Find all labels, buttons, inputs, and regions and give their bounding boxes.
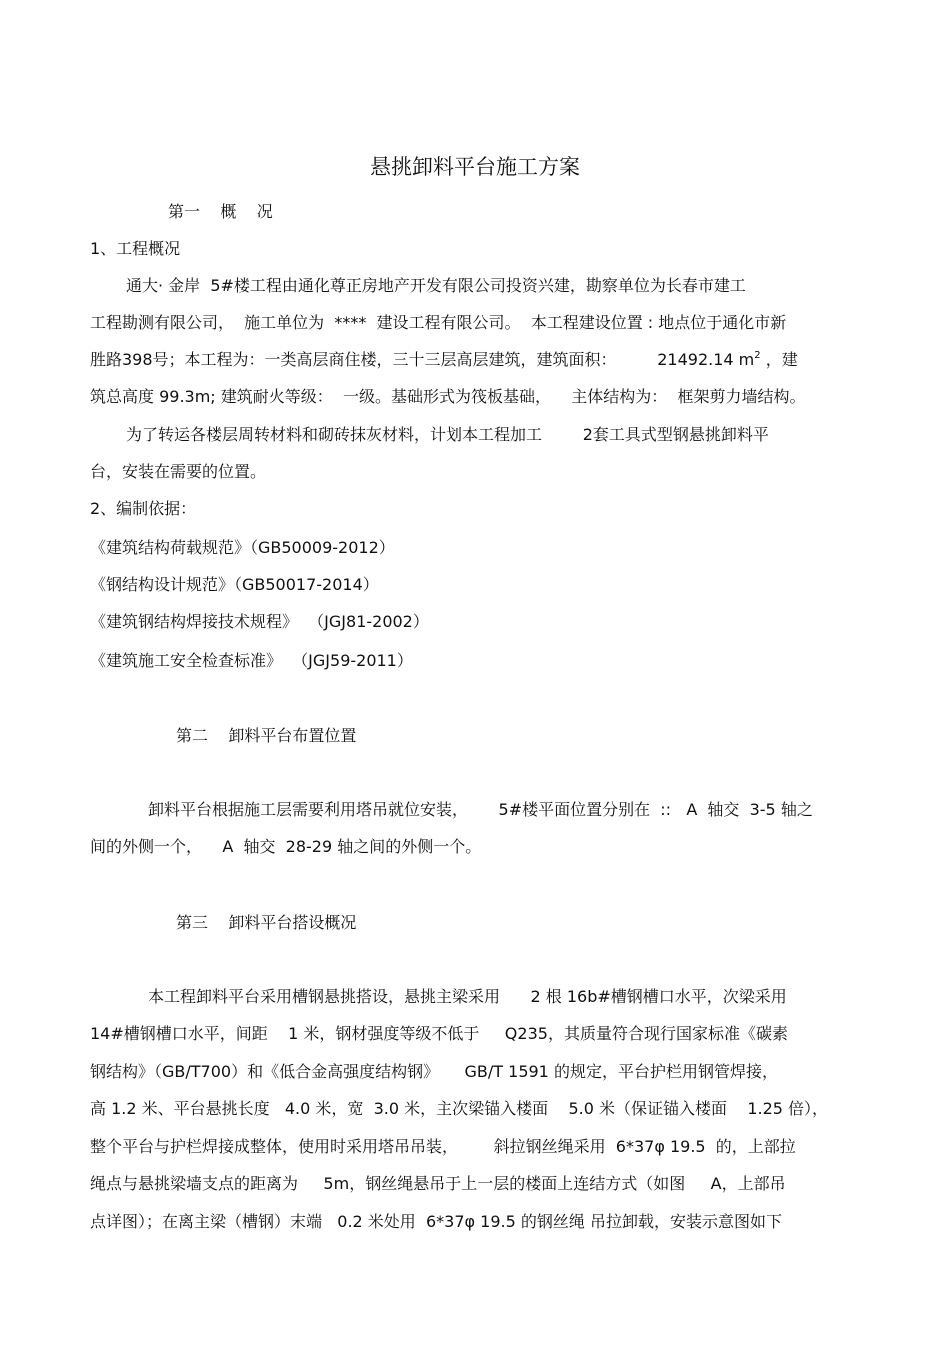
area-unit-superscript: 2 [754, 350, 761, 361]
section1-p1-line1: 通大· 金岸 5#楼工程由通化尊正房地产开发有限公司投资兴建，勘察单位为长春市建工 [126, 276, 746, 295]
section3-line: 点详图）；在离主梁（槽钢）末端 0.2 米处用 6*37φ 19.5 的钢丝绳 吊拉卸载，安装示意图如下 [90, 1212, 782, 1231]
section3-line: 绳点与悬挑梁墙支点的距离为 5m，钢丝绳悬吊于上一层的楼面上连结方式（如图 A，上部吊 [90, 1174, 786, 1193]
section2-p1-line1: 卸料平台根据施工层需要利用塔吊就位安装， 5#楼平面位置分别在 :: A 轴交 3-5 轴之 [148, 800, 813, 819]
section1-heading: 第一 概 况 [168, 202, 273, 221]
section1-p1-line3-a: 胜路398号；本工程为：一类高层商住楼，三十三层高层建筑，建筑面积： 21492.14 m [90, 350, 755, 369]
section3-line: 14#槽钢槽口水平，间距 1 米，钢材强度等级不低于 Q235，其质量符合现行国家标准《碳素 [90, 1024, 788, 1043]
section1-subheading-1: 1、工程概况 [90, 239, 181, 258]
section1-subheading-2: 2、编制依据： [90, 499, 197, 518]
document-title: 悬挑卸料平台施工方案 [370, 155, 580, 179]
section1-p1-line3 [90, 349, 798, 371]
section1-p1-line2: 工程勘测有限公司， 施工单位为 **** 建设工程有限公司。 本工程建设位置 : 地点位于通化市新 [90, 313, 787, 332]
section1-p1-line4: 筑总高度 99.3m; 建筑耐火等级： 一级。基础形式为筏板基础， 主体结构为： 框架剪力墙结构。 [90, 387, 806, 406]
section2-p1-line2: 间的外侧一个， A 轴交 28-29 轴之间的外侧一个。 [90, 837, 482, 856]
reference-item: 《建筑钢结构焊接技术规程》 （JGJ81-2002） [90, 612, 429, 631]
section3-line: 本工程卸料平台采用槽钢悬挑搭设，悬挑主梁采用 2 根 16b#槽钢槽口水平，次梁采用 [148, 987, 787, 1006]
reference-item: 《建筑结构荷载规范》（GB50009-2012） [90, 538, 395, 557]
reference-item: 《建筑施工安全检查标准》 （JGJ59-2011） [90, 651, 413, 670]
reference-item: 《钢结构设计规范》（GB50017-2014） [90, 575, 379, 594]
section2-heading: 第二 卸料平台布置位置 [176, 726, 357, 745]
section3-heading: 第三 卸料平台搭设概况 [176, 913, 357, 932]
section3-line: 整个平台与护栏焊接成整体，使用时采用塔吊吊装， 斜拉钢丝绳采用 6*37φ 19.5 的，上部拉 [90, 1137, 796, 1156]
section1-p2-line2: 台，安装在需要的位置。 [90, 462, 267, 481]
section1-p2-line1: 为了转运各楼层周转材料和砌砖抹灰材料，计划本工程加工 2套工具式型钢悬挑卸料平 [126, 425, 769, 444]
section3-line: 钢结构》（GB/T700）和《低合金高强度结构钢》 GB/T 1591 的规定，平台护栏用钢管焊接， [90, 1062, 778, 1081]
section3-line: 高 1.2 米、平台悬挑长度 4.0 米，宽 3.0 米，主次梁锚入楼面 5.0 米（保证锚入楼面 1.25 倍）， [90, 1099, 829, 1118]
section1-p1-line3-b: ，建 [760, 350, 798, 369]
